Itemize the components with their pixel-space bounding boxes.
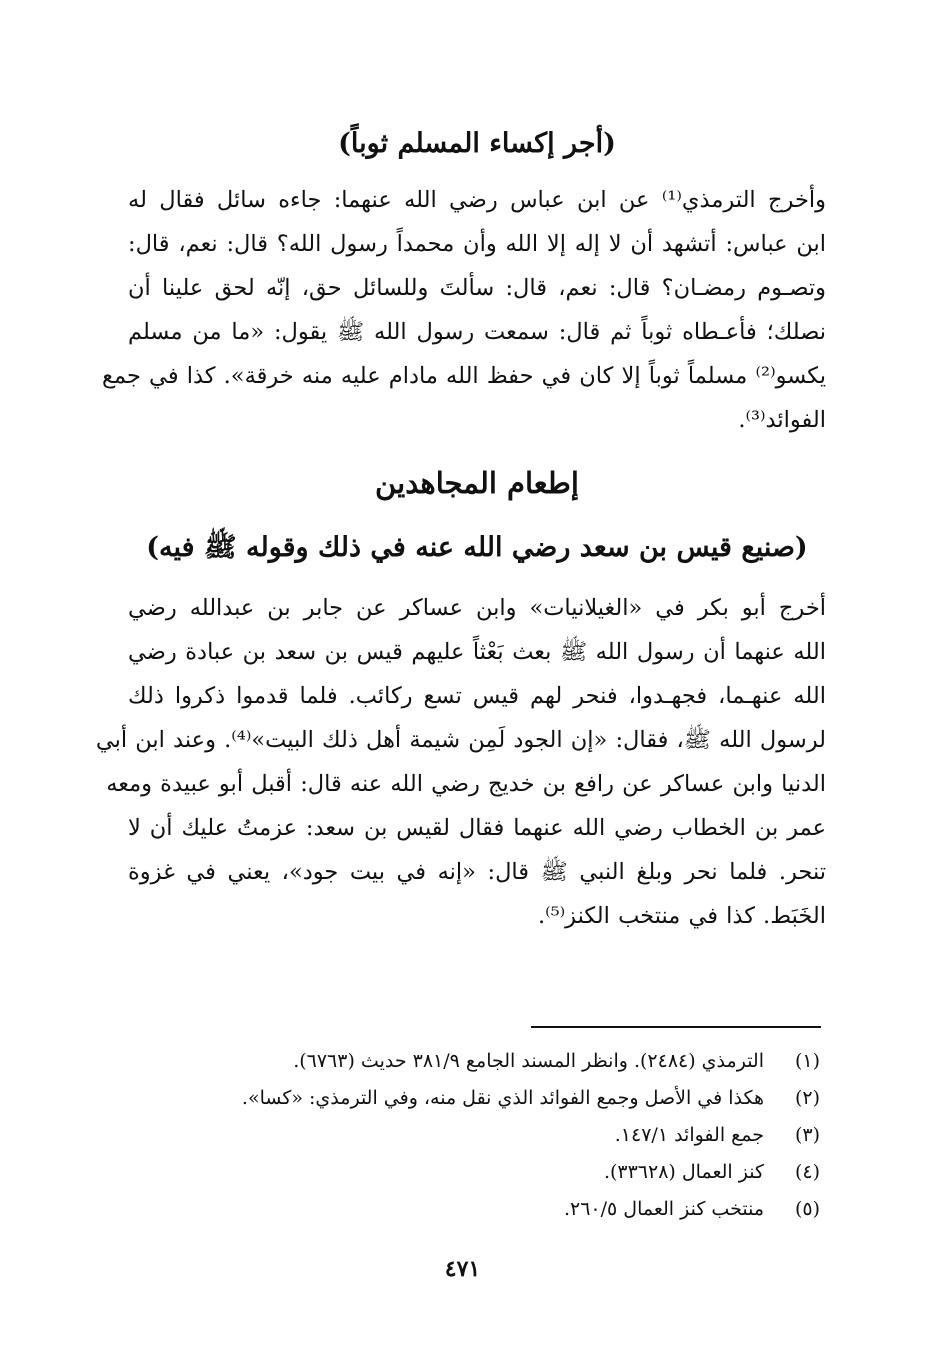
footnote [130,1124,820,1161]
text-line: تنحر. فلما نحر وبلغ النبي ﷺ قال: «إنه في بيت جود»، يعني في غزوة [128,859,826,885]
text-line: الفوائد⁽³⁾. [738,407,826,433]
footnote-divider [531,1026,821,1028]
text-line: أخرج أبو بكر في «الغيلانيات» وابن عساكر عن جابر بن عبدالله رضي [128,595,826,621]
paragraph-feeding [95,586,826,938]
footnote-text: هكذا في الأصل وجمع الفوائد الذي نقل منه، وفي الترمذي: «كسا». [241,1087,764,1109]
footnote [130,1050,820,1087]
footnote-number: (٥) [794,1198,820,1220]
text-line: يكسو⁽²⁾ مسلماً ثوباً إلا كان في حفظ الله مادام عليه منه خرقة». كذا في جمع [102,363,826,389]
footnote-number: (٣) [794,1124,820,1146]
footnote-text: منتخب كنز العمال ٢٦٠/٥. [563,1198,764,1220]
footnote-text: الترمذي (٢٤٨٤). وانظر المسند الجامع ٣٨١/٩ حديث (٦٧٦٣). [293,1050,764,1072]
text-line: نصلك؛ فأعـطاه ثوباً ثم قال: سمعت رسول الله ﷺ يقول: «ما من مسلم [128,319,826,345]
text-line: لرسول الله ﷺ، فقال: «إن الجود لَمِن شيمة أهل ذلك البيت»⁽⁴⁾. وعند ابن أبي [95,727,826,753]
page-number: ٤٧١ [444,1256,481,1282]
text-line: الخَبَط. كذا في منتخب الكنز⁽⁵⁾. [537,903,826,929]
section-heading-feeding: إطعام المجاهدين [375,466,579,500]
paragraph-clothing [102,178,826,442]
footnote-number: (١) [794,1050,820,1072]
text-line: وتصـوم رمضـان؟ قال: نعم، قال: سألتَ وللسائل حق، إنّه لحق علينا أن [128,275,826,301]
text-line: الله عنهما أن رسول الله ﷺ بعث بَعْثاً عليهم قيس بن سعد بن عبادة رضي [128,639,826,665]
footnote-number: (٢) [794,1087,820,1109]
footnotes [130,1050,820,1235]
section-subheading-qays: (صنيع قيس بن سعد رضي الله عنه في ذلك وقوله ﷺ فيه) [146,532,808,563]
footnote-number: (٤) [794,1161,820,1183]
text-line: وأخرج الترمذي⁽¹⁾ عن ابن عباس رضي الله عنهما: جاءه سائل فقال له [128,187,826,213]
text-line: الدنيا وابن عساكر عن رافع بن خديج رضي الله عنه قال: أقبل أبو عبيدة ومعه [106,771,826,797]
footnote [130,1161,820,1198]
footnote-text: كنز العمال (٣٣٦٢٨). [603,1161,764,1183]
footnote [130,1198,820,1235]
footnote-text: جمع الفوائد ١٤٧/١. [614,1124,764,1146]
text-line: عمر بن الخطاب رضي الله عنهما فقال لقيس بن سعد: عزمتُ عليك أن لا [128,815,826,841]
text-line: ابن عباس: أتشهد أن لا إله إلا الله وأن محمداً رسول الله؟ قال: نعم، قال: [128,231,826,257]
text-line: الله عنهـما، فجهـدوا، فنحر لهم قيس تسع ركائب. فلما قدموا ذكروا ذلك [128,683,826,709]
footnote [130,1087,820,1124]
section-heading-clothing: (أجر إكساء المسلم ثوباً) [338,128,616,159]
